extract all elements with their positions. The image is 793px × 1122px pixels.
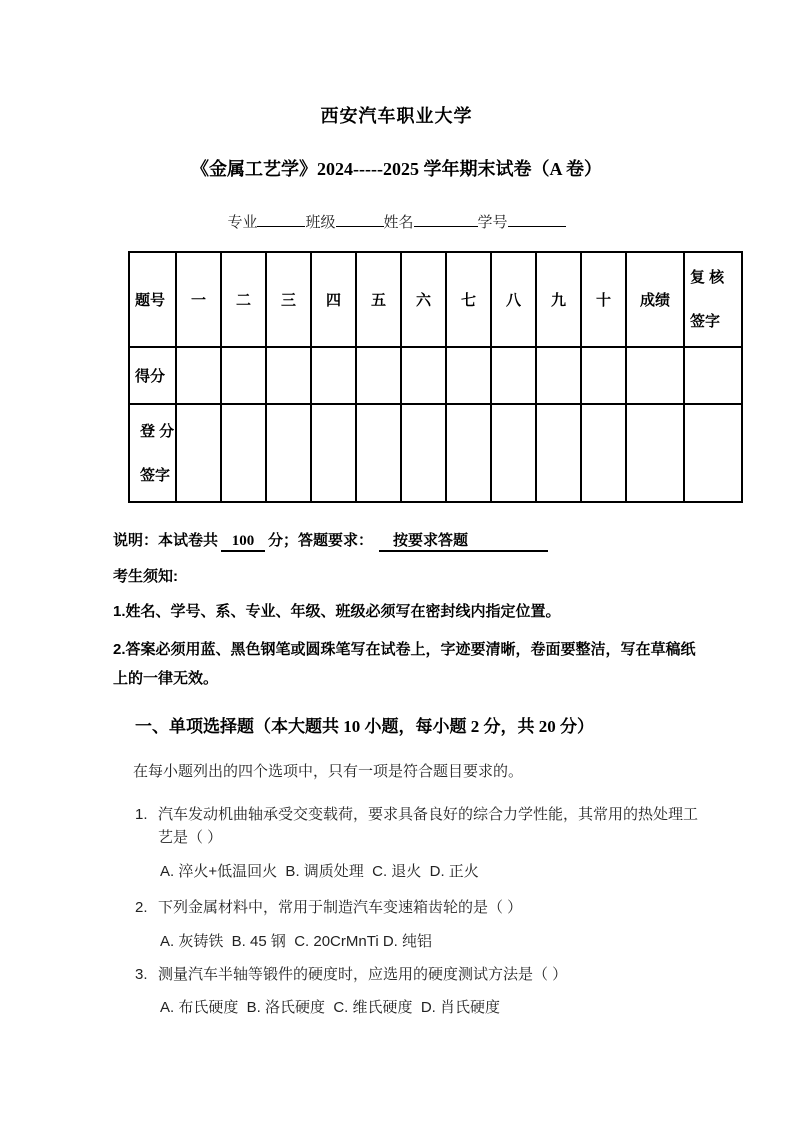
question-2-options: A. 灰铸铁 B. 45 钢 C. 20CrMnTi D. 纯铝 (160, 933, 432, 950)
question-3 (135, 963, 698, 986)
total-score-header: 成绩 (626, 252, 684, 347)
sign-cell (176, 404, 221, 502)
col-header-6: 六 (401, 252, 446, 347)
register-sign-line1: 登 分 (140, 422, 175, 440)
score-table-header-row (129, 252, 742, 347)
major-blank-line (257, 211, 305, 227)
exam-note-line (113, 529, 548, 552)
sign-cell (446, 404, 491, 502)
university-title: 西安汽车职业大学 (320, 106, 473, 126)
question-3-options: A. 布氏硬度 B. 洛氏硬度 C. 维氏硬度 D. 肖氏硬度 (160, 999, 501, 1016)
sign-cell (401, 404, 446, 502)
class-blank-line (336, 211, 384, 227)
section-1-intro: 在每小题列出的四个选项中，只有一项是符合题目要求的。 (133, 763, 524, 780)
score-cell (491, 347, 536, 404)
question-1-number: 1. (135, 806, 148, 823)
score-cell (356, 347, 401, 404)
question-2 (135, 896, 698, 919)
notice-item-1: 1.姓名、学号、系、专业、年级、班级必须写在密封线内指定位置。 (113, 603, 561, 620)
col-header-4: 四 (311, 252, 356, 347)
name-field-label: 姓名 (383, 214, 414, 231)
col-header-7: 七 (446, 252, 491, 347)
col-header-10: 十 (581, 252, 626, 347)
question-1-options: A. 淬火+低温回火 B. 调质处理 C. 退火 D. 正火 (160, 863, 479, 880)
sign-cell (266, 404, 311, 502)
note-mid: 分；答题要求： (268, 532, 374, 549)
score-cell (536, 347, 581, 404)
question-1-text: 汽车发动机曲轴承受交变载荷，要求具备良好的综合力学性能，其常用的热处理工艺是（ ） (158, 806, 699, 846)
col-header-9: 九 (536, 252, 581, 347)
note-prefix: 说明：本试卷共 (113, 532, 219, 549)
col-header-8: 八 (491, 252, 536, 347)
question-3-number: 3. (135, 966, 148, 983)
score-cell (626, 347, 684, 404)
review-sign-line1: 复 核 (690, 269, 725, 286)
score-cell (311, 347, 356, 404)
sign-cell (626, 404, 684, 502)
section-1-heading: 一、单项选择题（本大题共 10 小题，每小题 2 分，共 20 分） (135, 717, 594, 736)
sign-cell (581, 404, 626, 502)
col-header-2: 二 (221, 252, 266, 347)
register-sign-line2: 签字 (140, 466, 171, 484)
candidate-notice-title: 考生须知: (113, 568, 178, 585)
question-3-text: 测量汽车半轴等锻件的硬度时，应选用的硬度测试方法是（ ） (158, 966, 568, 983)
score-cell (581, 347, 626, 404)
question-1 (135, 803, 698, 849)
student-id-blank-line (508, 211, 566, 227)
answer-requirement-value: 按要求答题 (379, 529, 548, 552)
student-id-field-label: 学号 (477, 214, 508, 231)
col-header-5: 五 (356, 252, 401, 347)
sign-cell (684, 404, 742, 502)
exam-title: 《金属工艺学》2024-----2025 学年期末试卷（A 卷） (191, 159, 602, 179)
score-cell (684, 347, 742, 404)
class-field-label: 班级 (305, 214, 336, 231)
score-cell (176, 347, 221, 404)
score-cell (401, 347, 446, 404)
register-sign-label (129, 404, 176, 502)
sign-cell (536, 404, 581, 502)
score-cell (221, 347, 266, 404)
question-2-text: 下列金属材料中，常用于制造汽车变速箱齿轮的是（ ） (158, 899, 523, 916)
col-header-1: 一 (176, 252, 221, 347)
sign-cell (356, 404, 401, 502)
notice-item-2: 2.答案必须用蓝、黑色钢笔或圆珠笔写在试卷上，字迹要清晰，卷面要整洁，写在草稿纸上的一律无效。 (113, 641, 696, 687)
score-cell (446, 347, 491, 404)
review-sign-line2: 签字 (690, 313, 721, 330)
sign-cell (491, 404, 536, 502)
score-table (128, 251, 743, 503)
review-sign-header (684, 252, 742, 347)
question-number-header: 题号 (129, 252, 176, 347)
score-row-label: 得分 (129, 347, 176, 404)
total-points-value: 100 (221, 533, 265, 552)
major-field-label: 专业 (227, 214, 258, 231)
register-sign-row (129, 404, 742, 502)
question-2-number: 2. (135, 899, 148, 916)
name-blank-line (414, 211, 478, 227)
student-info-line (0, 211, 793, 232)
sign-cell (311, 404, 356, 502)
sign-cell (221, 404, 266, 502)
col-header-3: 三 (266, 252, 311, 347)
score-cell (266, 347, 311, 404)
score-row (129, 347, 742, 404)
